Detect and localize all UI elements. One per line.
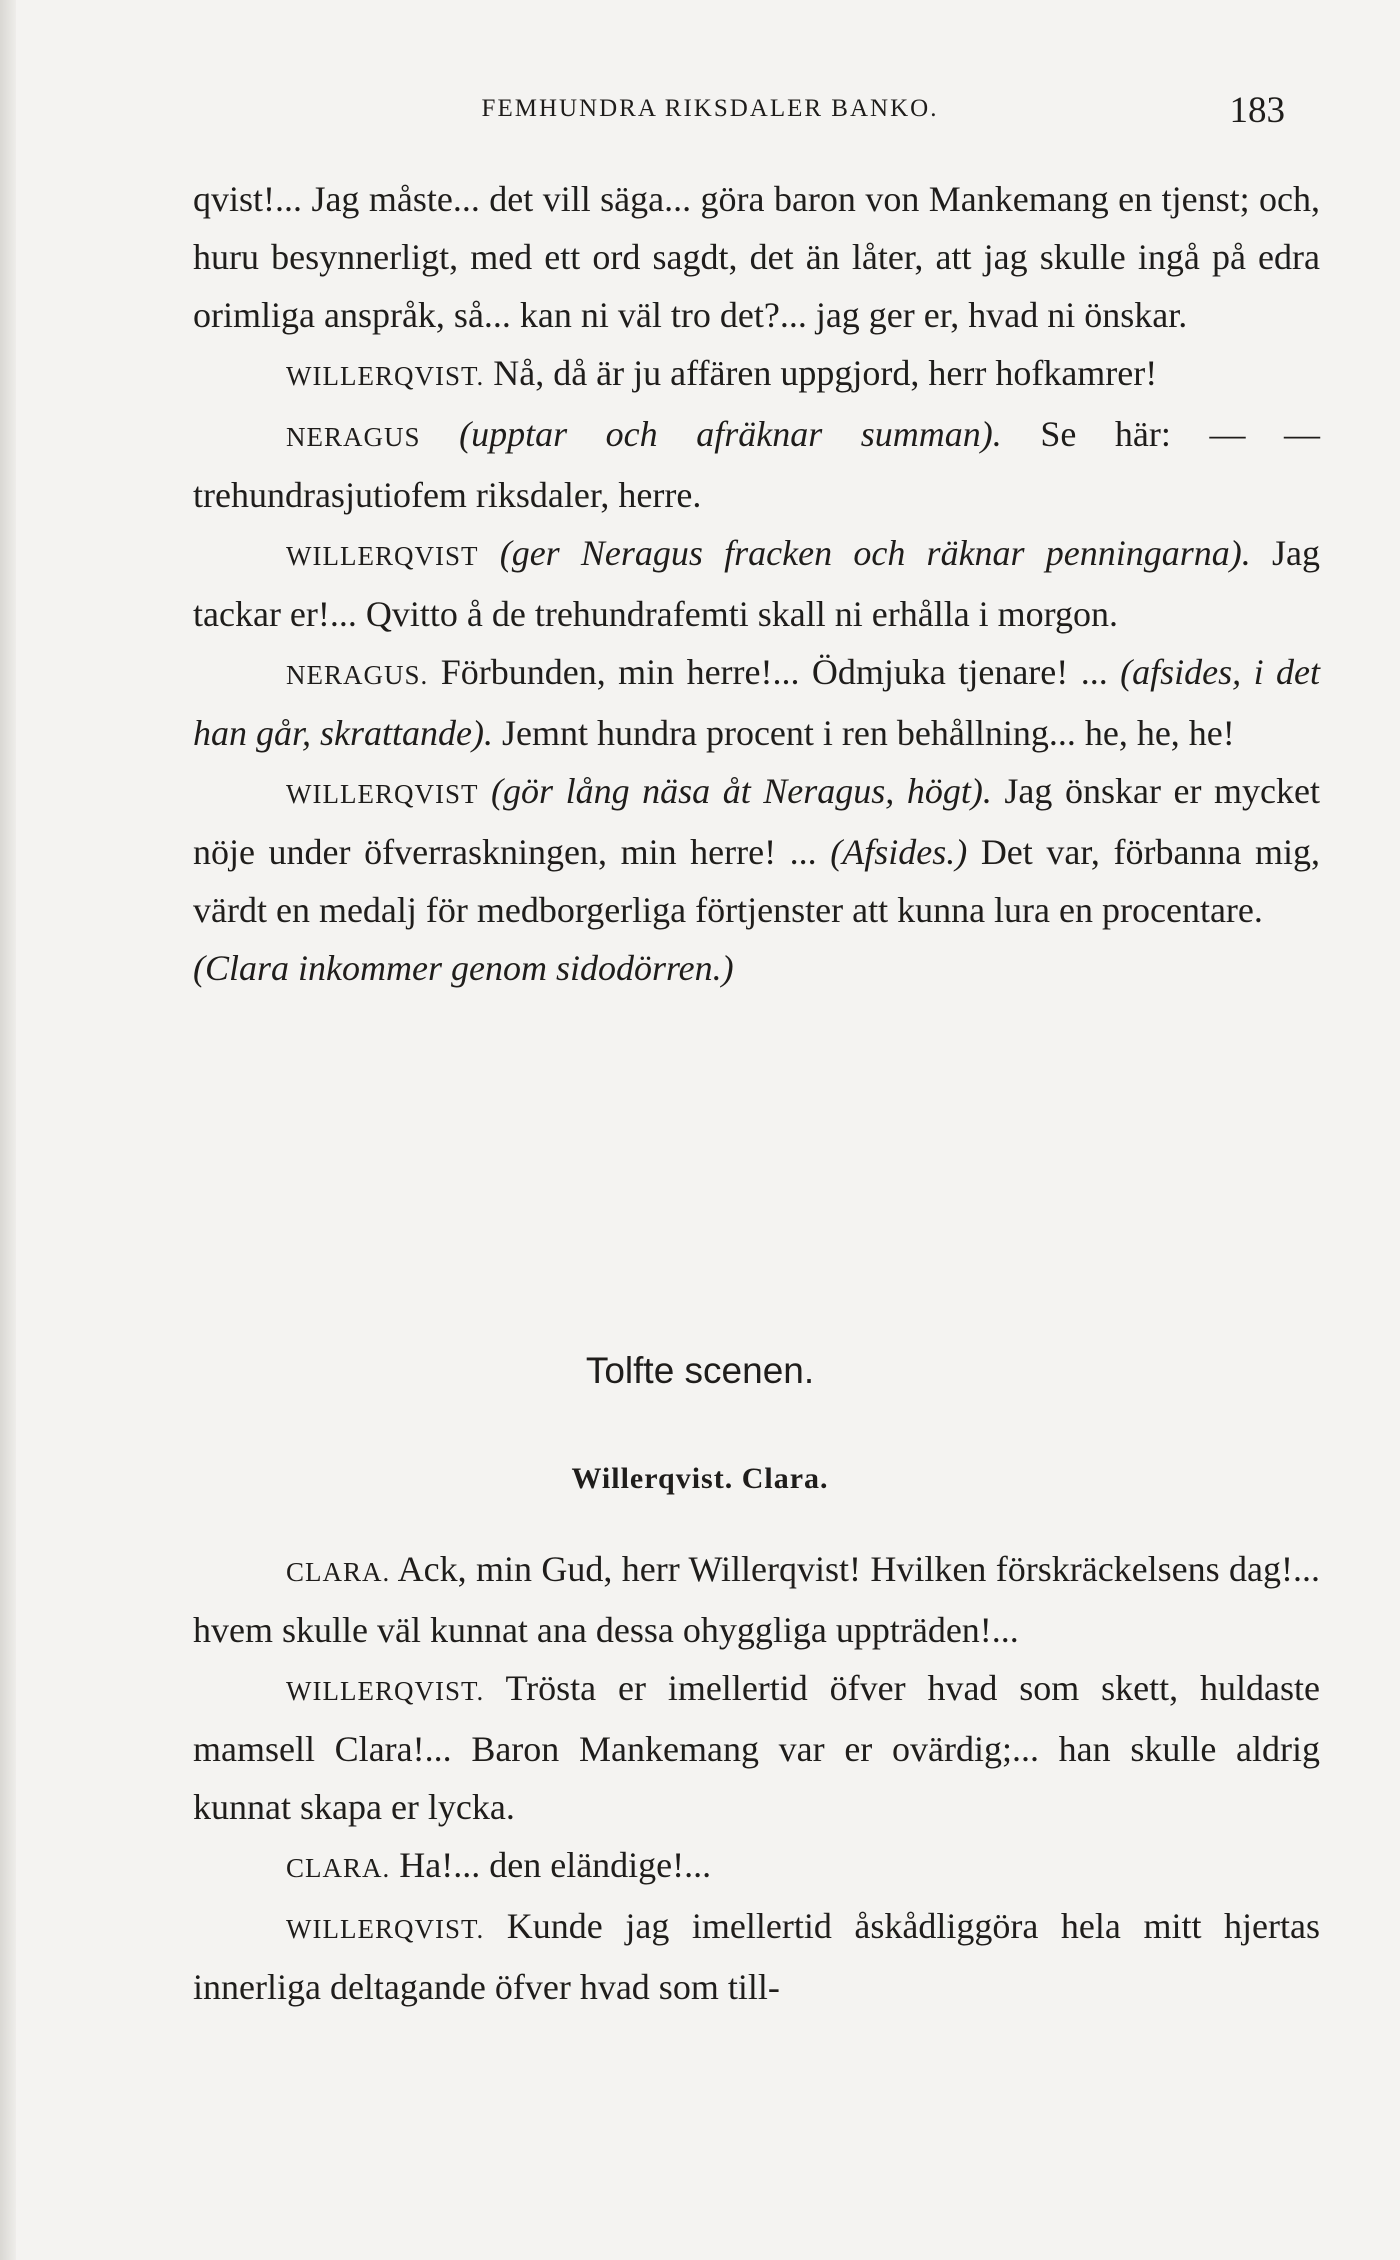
stage-direction: (afsides, i det han går, skrattande). — [193, 652, 1320, 753]
speech-text: Ha!... den eländige!... — [399, 1845, 712, 1885]
speech-text: Trösta er imellertid öfver hvad som skett, huldaste mamsell Clara!... Baron Mankemang var er ovärdig;... han skulle aldrig kunnat skapa er lycka. — [193, 1668, 1320, 1827]
paragraph — [193, 344, 1320, 405]
speech-text: Jag tackar er!... Qvitto å de trehundrafemti skall ni erhålla i morgon. — [193, 533, 1320, 634]
paragraph — [193, 524, 1320, 643]
speech-text: Det var, förbanna mig, värdt en medalj för medborgerliga förtjenster att kunna lura en procentare. — [193, 832, 1320, 930]
stage-direction: (upptar och afräknar summan). — [459, 414, 1002, 454]
speaker-name: WILLERQVIST. — [286, 1914, 485, 1944]
stage-direction: (gör lång näsa åt Neragus, högt). — [491, 771, 992, 811]
speech-text: Se här: — — trehundrasjutiofem riksdaler, herre. — [193, 414, 1321, 515]
speaker-name: WILLERQVIST — [286, 779, 479, 809]
speaker-name: CLARA. — [286, 1557, 391, 1587]
paragraph — [193, 1897, 1320, 2016]
speaker-name: CLARA. — [286, 1853, 391, 1883]
paragraph — [193, 643, 1320, 762]
dialogue-block-1 — [193, 170, 1320, 997]
paragraph — [193, 170, 1320, 344]
paragraph — [193, 1836, 1320, 1897]
paragraph — [193, 1540, 1320, 1659]
stage-direction: (Afsides.) — [830, 832, 968, 872]
stage-direction: (Clara inkommer genom sidodörren.) — [193, 948, 734, 988]
speaker-name: NERAGUS — [286, 422, 421, 452]
paragraph — [193, 762, 1320, 939]
speech-text: Förbunden, min herre!... Ödmjuka tjenare! ... — [440, 652, 1108, 692]
speech-text: Ack, min Gud, herr Willerqvist! Hvilken förskräckelsens dag!... hvem skulle väl kunnat ana dessa ohyggliga uppträden!... — [193, 1549, 1321, 1650]
paragraph — [193, 405, 1320, 524]
page-header — [0, 90, 1400, 135]
speaker-name: NERAGUS. — [286, 660, 429, 690]
running-head: FEMHUNDRA RIKSDALER BANKO. — [481, 95, 939, 122]
page-edge — [0, 0, 16, 2260]
page-number: 183 — [1229, 90, 1285, 131]
stage-direction: (ger Neragus fracken och räknar penningarna). — [499, 533, 1251, 573]
speaker-name: WILLERQVIST. — [286, 361, 485, 391]
speaker-name: WILLERQVIST — [286, 541, 479, 571]
scene-title: Tolfte scenen. — [585, 1350, 815, 1391]
scene-characters: Willerqvist. Clara. — [571, 1462, 829, 1495]
speech-text: qvist!... Jag måste... det vill säga... göra baron von Mankemang en tjenst; och, huru besynnerligt, med ett ord sagdt, det än låter, att jag skulle ingå på edra orimliga anspråk, så... kan ni väl tro det?... jag ger er, hvad ni önskar. — [193, 179, 1320, 335]
speech-text: Jag önskar er mycket nöje under öfverraskningen, min herre! ... — [193, 771, 1320, 872]
speech-text: Kunde jag imellertid åskådliggöra hela mitt hjertas innerliga deltagande öfver hvad som till- — [193, 1906, 1321, 2007]
speaker-name: WILLERQVIST. — [286, 1676, 485, 1706]
dialogue-block-2 — [193, 1540, 1320, 2016]
speech-text: Jemnt hundra procent i ren behållning... he, he, he! — [502, 713, 1235, 753]
paragraph — [193, 939, 1320, 997]
speech-text: Nå, då är ju affären uppgjord, herr hofkamrer! — [493, 353, 1158, 393]
paragraph — [193, 1659, 1320, 1836]
